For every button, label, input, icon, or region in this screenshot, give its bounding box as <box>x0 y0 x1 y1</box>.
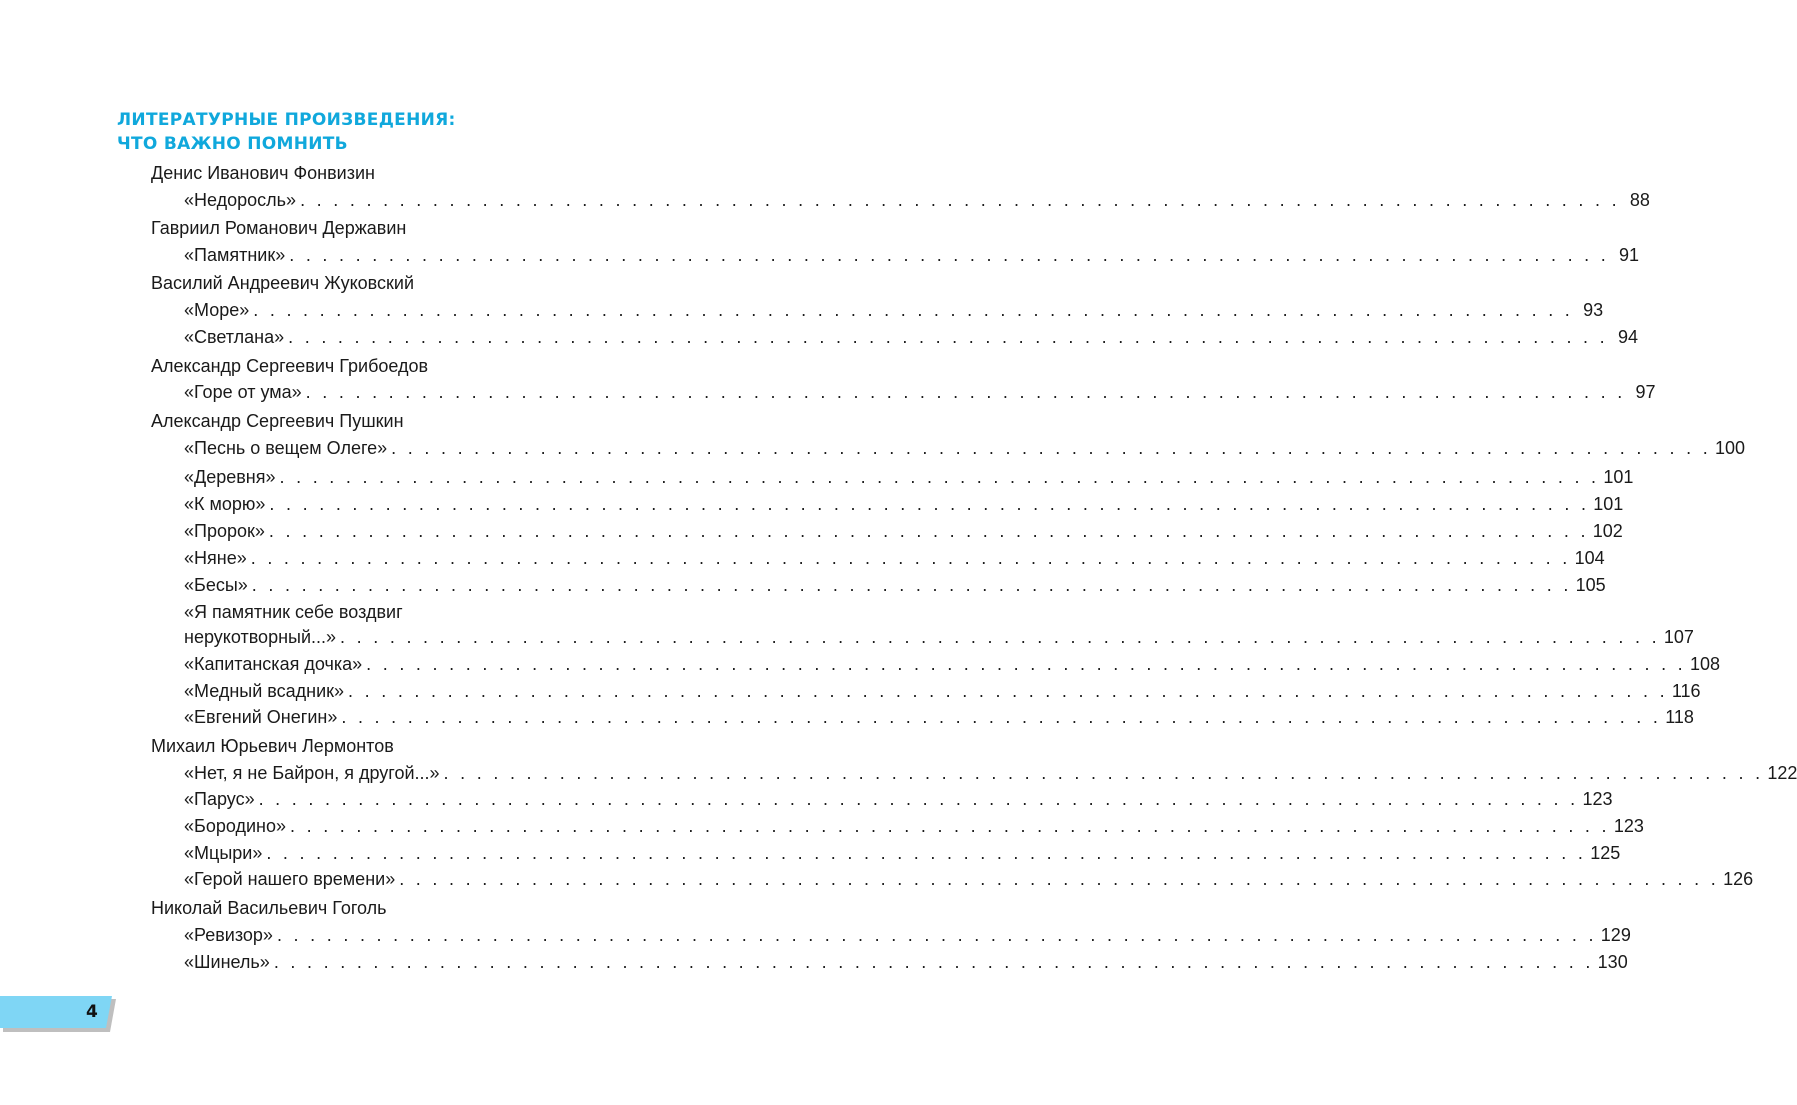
author-name: Гавриил Романович Державин <box>151 218 407 238</box>
author-name: Александр Сергеевич Пушкин <box>151 411 404 431</box>
leader-dots: . . . . . . . . . . . . . . . . . . . . . . . . . . . . . . . . . . . . . . . . . . . . . . . . . . . . . . . . . . . . . . . . . . . . . . . . . . . . . . . . <box>399 869 1720 889</box>
page-ref: 102 <box>1592 521 1623 541</box>
toc-entry[interactable] <box>184 788 1613 810</box>
page-ref: 108 <box>1689 654 1721 674</box>
page-number-tab <box>0 996 116 1032</box>
toc-entry[interactable] <box>184 680 1701 702</box>
leader-dots: . . . . . . . . . . . . . . . . . . . . . . . . . . . . . . . . . . . . . . . . . . . . . . . . . . . . . . . . . . . . . . . . . . . . . . . . . . . . . . . . <box>279 467 1600 487</box>
page-ref: 93 <box>1583 300 1604 320</box>
work-title: «Памятник» <box>184 245 286 265</box>
work-title: «Бородино» <box>184 816 286 836</box>
work-title: «Герой нашего времени» <box>184 869 396 889</box>
work-title: «К морю» <box>184 494 266 514</box>
page-ref: 88 <box>1629 190 1650 210</box>
work-title: «Светлана» <box>184 327 285 347</box>
toc-entry[interactable] <box>184 924 1631 946</box>
author-name: Александр Сергеевич Грибоедов <box>151 356 429 376</box>
toc-entry[interactable] <box>184 189 1650 211</box>
toc-entry[interactable] <box>184 653 1721 675</box>
work-title: «Деревня» <box>184 467 276 487</box>
leader-dots: . . . . . . . . . . . . . . . . . . . . . . . . . . . . . . . . . . . . . . . . . . . . . . . . . . . . . . . . . . . . . . . . . . . . . . . . . . . . . . . . <box>250 548 1571 568</box>
page-ref: 125 <box>1590 843 1621 863</box>
author-name: Василий Андреевич Жуковский <box>151 273 415 293</box>
toc-entry[interactable] <box>184 762 1797 784</box>
toc-entry[interactable] <box>184 706 1694 728</box>
page-ref: 97 <box>1635 382 1656 402</box>
toc-entry[interactable] <box>184 299 1604 321</box>
toc-entry[interactable] <box>184 626 1694 648</box>
leader-dots: . . . . . . . . . . . . . . . . . . . . . . . . . . . . . . . . . . . . . . . . . . . . . . . . . . . . . . . . . . . . . . . . . . . . . . . . . . . . . . . . <box>273 952 1594 972</box>
work-title: «Пророк» <box>184 521 265 541</box>
page-ref: 91 <box>1619 245 1640 265</box>
leader-dots: . . . . . . . . . . . . . . . . . . . . . . . . . . . . . . . . . . . . . . . . . . . . . . . . . . . . . . . . . . . . . . . . . . . . . . . . . . . . . . . . <box>340 627 1660 647</box>
leader-dots: . . . . . . . . . . . . . . . . . . . . . . . . . . . . . . . . . . . . . . . . . . . . . . . . . . . . . . . . . . . . . . . . . . . . . . . . . . . . . . . . <box>251 575 1572 595</box>
page-ref: 101 <box>1603 467 1634 487</box>
toc-entry[interactable] <box>184 493 1624 515</box>
toc-entry[interactable] <box>184 326 1638 348</box>
toc-entry[interactable] <box>184 547 1605 569</box>
leader-dots: . . . . . . . . . . . . . . . . . . . . . . . . . . . . . . . . . . . . . . . . . . . . . . . . . . . . . . . . . . . . . . . . . . . . . . . . . . . . . . . . <box>300 190 1620 210</box>
work-title: «Нет, я не Байрон, я другой...» <box>184 763 440 783</box>
leader-dots: . . . . . . . . . . . . . . . . . . . . . . . . . . . . . . . . . . . . . . . . . . . . . . . . . . . . . . . . . . . . . . . . . . . . . . . . . . . . . . . . <box>348 681 1668 701</box>
page-number: 4 <box>86 1002 98 1022</box>
toc-entry[interactable] <box>184 520 1623 542</box>
work-title: «Бесы» <box>184 575 248 595</box>
toc-entry[interactable] <box>184 381 1656 403</box>
section-heading-line1: ЛИТЕРАТУРНЫЕ ПРОИЗВЕДЕНИЯ: <box>117 110 456 130</box>
page-ref: 107 <box>1663 627 1694 647</box>
page-ref: 104 <box>1574 548 1605 568</box>
work-title: «Песнь о вещем Олеге» <box>184 438 388 458</box>
page-ref: 100 <box>1715 438 1746 458</box>
page-ref: 126 <box>1723 869 1754 889</box>
work-title-line1: «Я памятник себе воздвиг <box>184 602 403 622</box>
work-title: «Евгений Онегин» <box>184 707 338 727</box>
page-ref: 130 <box>1597 952 1628 972</box>
leader-dots: . . . . . . . . . . . . . . . . . . . . . . . . . . . . . . . . . . . . . . . . . . . . . . . . . . . . . . . . . . . . . . . . . . . . . . . . . . . . . . . . <box>258 789 1579 809</box>
leader-dots: . . . . . . . . . . . . . . . . . . . . . . . . . . . . . . . . . . . . . . . . . . . . . . . . . . . . . . . . . . . . . . . . . . . . . . . . . . . . . . . . <box>391 438 1712 458</box>
toc-entry[interactable] <box>184 574 1606 596</box>
work-title: «Капитанская дочка» <box>184 654 363 674</box>
toc-entry[interactable] <box>184 466 1634 488</box>
page-tab-shape <box>0 996 116 1032</box>
leader-dots: . . . . . . . . . . . . . . . . . . . . . . . . . . . . . . . . . . . . . . . . . . . . . . . . . . . . . . . . . . . . . . . . . . . . . . . . . . . . . . . . <box>269 494 1590 514</box>
leader-dots: . . . . . . . . . . . . . . . . . . . . . . . . . . . . . . . . . . . . . . . . . . . . . . . . . . . . . . . . . . . . . . . . . . . . . . . . . . . . . . . . <box>366 654 1686 674</box>
leader-dots: . . . . . . . . . . . . . . . . . . . . . . . . . . . . . . . . . . . . . . . . . . . . . . . . . . . . . . . . . . . . . . . . . . . . . . . . . . . . . . . . <box>341 707 1662 727</box>
work-title: «Море» <box>184 300 250 320</box>
toc-entry[interactable] <box>184 842 1621 864</box>
leader-dots: . . . . . . . . . . . . . . . . . . . . . . . . . . . . . . . . . . . . . . . . . . . . . . . . . . . . . . . . . . . . . . . . . . . . . . . . . . . . . . . . <box>276 925 1597 945</box>
leader-dots: . . . . . . . . . . . . . . . . . . . . . . . . . . . . . . . . . . . . . . . . . . . . . . . . . . . . . . . . . . . . . . . . . . . . . . . . . . . . . . . . <box>443 763 1764 783</box>
work-title: нерукотворный...» <box>184 627 337 647</box>
leader-dots: . . . . . . . . . . . . . . . . . . . . . . . . . . . . . . . . . . . . . . . . . . . . . . . . . . . . . . . . . . . . . . . . . . . . . . . . . . . . . . . . <box>289 816 1610 836</box>
leader-dots: . . . . . . . . . . . . . . . . . . . . . . . . . . . . . . . . . . . . . . . . . . . . . . . . . . . . . . . . . . . . . . . . . . . . . . . . . . . . . . . . <box>305 382 1626 402</box>
work-title: «Недоросль» <box>184 190 297 210</box>
page-ref: 123 <box>1613 816 1644 836</box>
leader-dots: . . . . . . . . . . . . . . . . . . . . . . . . . . . . . . . . . . . . . . . . . . . . . . . . . . . . . . . . . . . . . . . . . . . . . . . . . . . . . . . . <box>289 245 1610 265</box>
work-title: «Шинель» <box>184 952 270 972</box>
page-ref: 123 <box>1582 789 1613 809</box>
page-ref: 129 <box>1600 925 1631 945</box>
page-ref: 122 <box>1767 763 1797 783</box>
toc-entry[interactable] <box>184 437 1746 459</box>
page-ref: 105 <box>1575 575 1606 595</box>
author-name: Денис Иванович Фонвизин <box>151 163 375 183</box>
work-title: «Мцыри» <box>184 843 263 863</box>
toc-entry[interactable] <box>184 815 1644 837</box>
toc-entry[interactable] <box>184 868 1754 890</box>
work-title: «Ревизор» <box>184 925 273 945</box>
work-title: «Парус» <box>184 789 255 809</box>
toc-entry[interactable] <box>184 244 1640 266</box>
page-ref: 118 <box>1665 707 1694 727</box>
work-title: «Горе от ума» <box>184 382 302 402</box>
author-name: Николай Васильевич Гоголь <box>151 898 387 918</box>
leader-dots: . . . . . . . . . . . . . . . . . . . . . . . . . . . . . . . . . . . . . . . . . . . . . . . . . . . . . . . . . . . . . . . . . . . . . . . . . . . . . . . . <box>268 521 1589 541</box>
author-name: Михаил Юрьевич Лермонтов <box>151 736 394 756</box>
work-title: «Медный всадник» <box>184 681 345 701</box>
leader-dots: . . . . . . . . . . . . . . . . . . . . . . . . . . . . . . . . . . . . . . . . . . . . . . . . . . . . . . . . . . . . . . . . . . . . . . . . . . . . . . . . <box>288 327 1608 347</box>
page-ref: 116 <box>1671 681 1701 701</box>
page-ref: 94 <box>1617 327 1638 347</box>
work-title: «Няне» <box>184 548 247 568</box>
page-ref: 101 <box>1593 494 1624 514</box>
toc-entry[interactable] <box>184 951 1628 973</box>
leader-dots: . . . . . . . . . . . . . . . . . . . . . . . . . . . . . . . . . . . . . . . . . . . . . . . . . . . . . . . . . . . . . . . . . . . . . . . . . . . . . . . . <box>253 300 1574 320</box>
section-heading-line2: ЧТО ВАЖНО ПОМНИТЬ <box>117 134 348 154</box>
leader-dots: . . . . . . . . . . . . . . . . . . . . . . . . . . . . . . . . . . . . . . . . . . . . . . . . . . . . . . . . . . . . . . . . . . . . . . . . . . . . . . . . <box>266 843 1587 863</box>
